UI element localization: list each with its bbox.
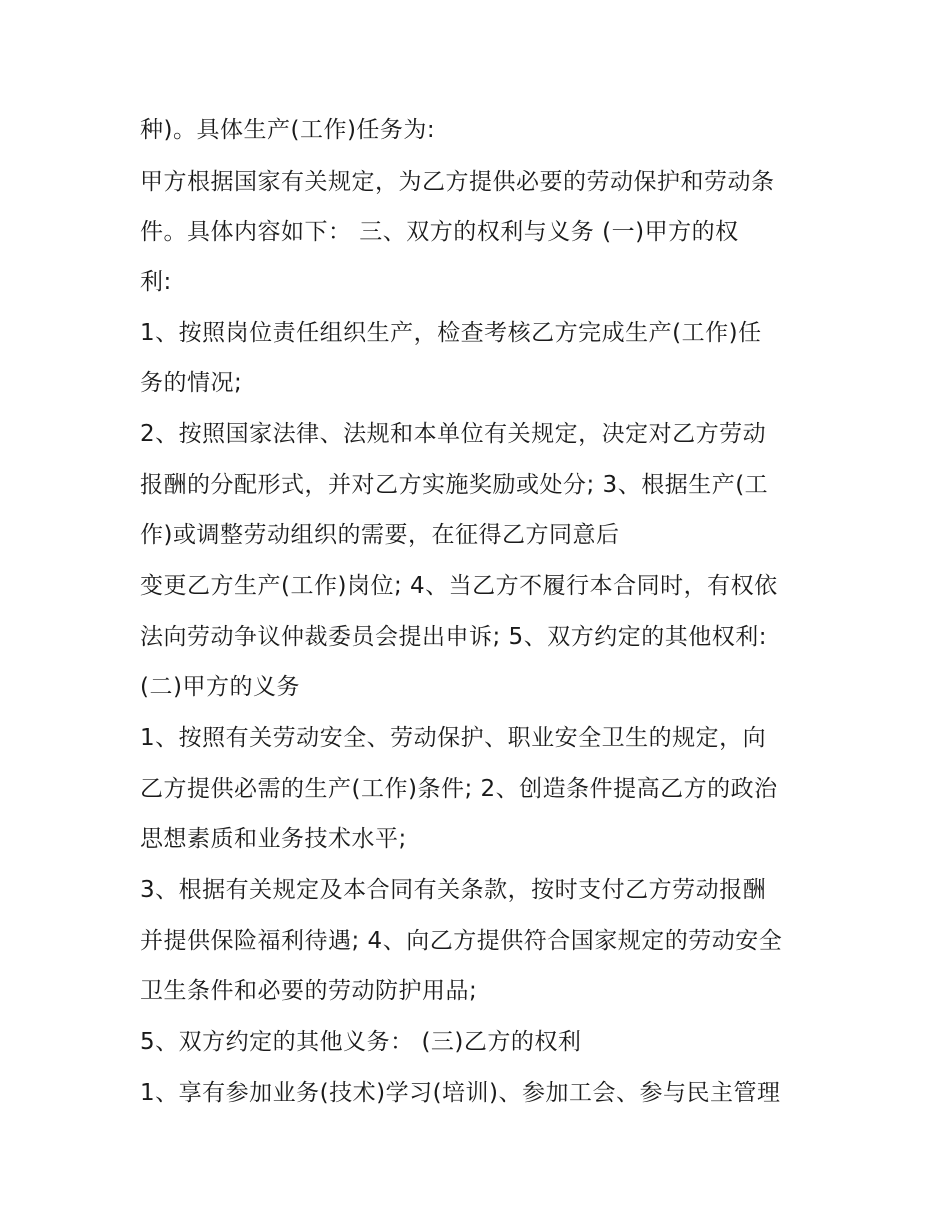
text-line-17: 并提供保险福利待遇; 4、向乙方提供符合国家规定的劳动安全 [140,928,783,954]
text-line-19: 5、双方约定的其他义务： (三)乙方的权利 [140,1029,582,1055]
text-line-5: 1、按照岗位责任组织生产，检查考核乙方完成生产(工作)任 [140,320,762,346]
text-line-18: 卫生条件和必要的劳动防护用品; [140,978,478,1004]
text-line-8: 报酬的分配形式，并对乙方实施奖励或处分; 3、根据生产(工 [140,472,769,498]
text-line-4: 利: [140,269,172,295]
text-line-16: 3、根据有关规定及本合同有关条款，按时支付乙方劳动报酬 [140,877,767,903]
text-line-2: 甲方根据国家有关规定，为乙方提供必要的劳动保护和劳动条 [140,169,775,195]
text-line-10: 变更乙方生产(工作)岗位; 4、当乙方不履行本合同时，有权依 [140,573,778,599]
text-line-13: 1、按照有关劳动安全、劳动保护、职业安全卫生的规定，向 [140,725,767,751]
text-line-12: (二)甲方的义务 [140,674,300,700]
text-line-11: 法向劳动争议仲裁委员会提出申诉; 5、双方约定的其他权利: [140,624,767,650]
text-line-7: 2、按照国家法律、法规和本单位有关规定，决定对乙方劳动 [140,421,767,447]
text-line-9: 作)或调整劳动组织的需要，在征得乙方同意后 [140,522,620,548]
text-line-3: 件。具体内容如下： 三、双方的权利与义务 (一)甲方的权 [140,219,739,245]
text-line-14: 乙方提供必需的生产(工作)条件; 2、创造条件提高乙方的政治 [140,776,778,802]
text-line-1: 种)。具体生产(工作)任务为: [140,117,436,143]
text-line-20: 1、享有参加业务(技术)学习(培训)、参加工会、参与民主管理 [140,1080,781,1106]
text-line-6: 务的情况; [140,370,243,396]
text-line-15: 思想素质和业务技术水平; [140,826,407,852]
